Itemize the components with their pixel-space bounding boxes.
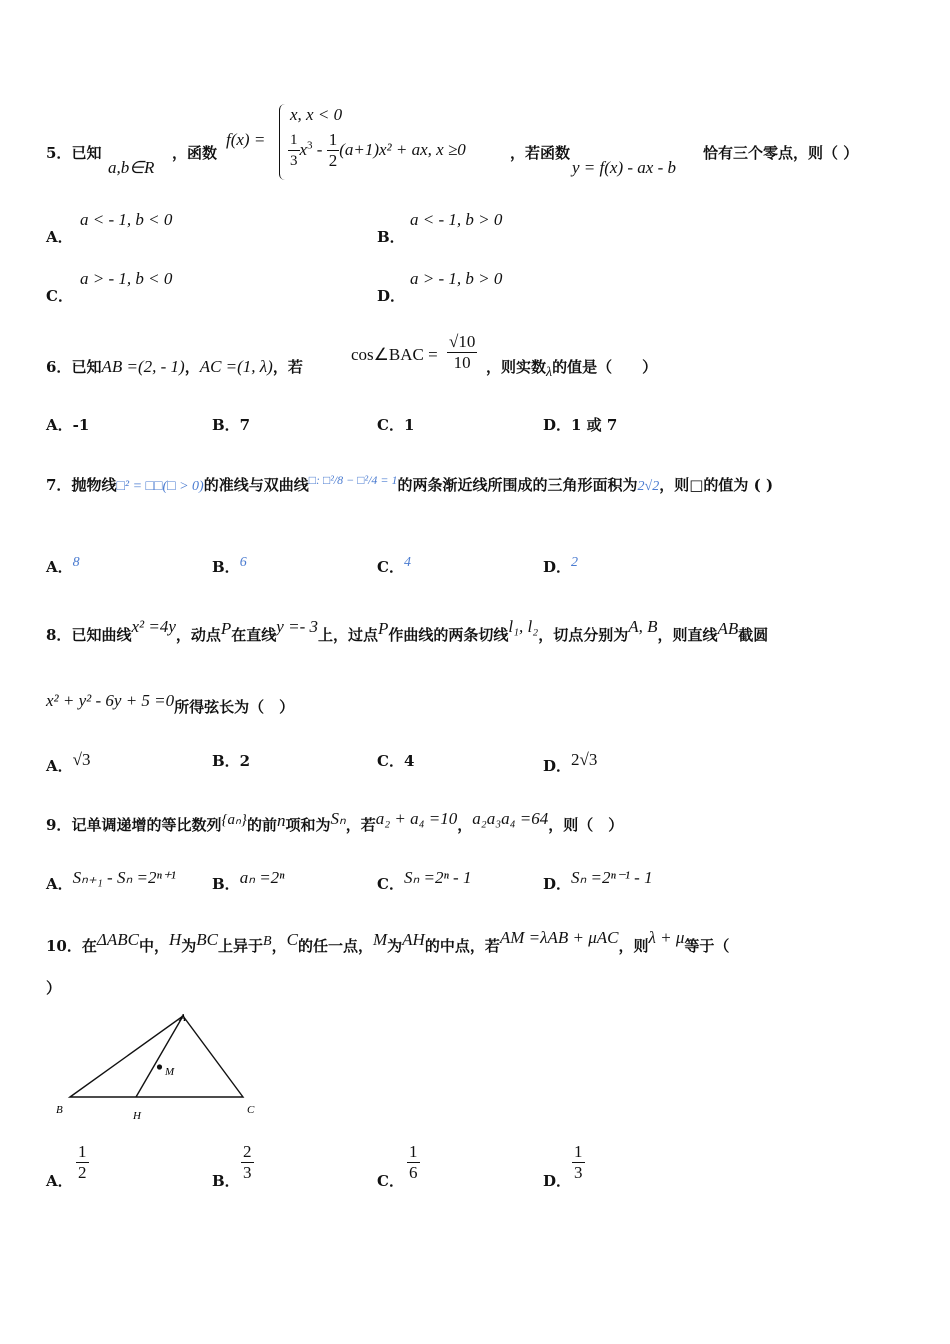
q9-option-a[interactable]: A．Sₙ₊₁ - Sₙ =2ⁿ⁺¹ (46, 868, 176, 893)
label-b: B (56, 1104, 63, 1116)
q9-option-c[interactable]: C．Sₙ =2ⁿ - 1 (377, 868, 472, 893)
label-m: M (165, 1066, 175, 1078)
q5-option-a[interactable]: A． (46, 228, 73, 246)
q10-triangle-figure (50, 1010, 270, 1128)
q6-stem: 6．已知AB =(2, - 1)，AC =(1, λ)，若 (46, 357, 303, 376)
q5-y: y = f(x) - ax - b (572, 158, 676, 177)
q5-case2: $\frac{1}{3}$ $x^3$ - $\frac{1}{2}$ (a+1)x² + ax, x ≥0 (290, 130, 466, 170)
label-a: A (179, 1012, 186, 1024)
q10-option-a-fraction: $\frac{1}{2}$ (78, 1142, 87, 1182)
q5-ab-condition: a,b∈R (108, 158, 155, 177)
q6-tail: ，则实数λ的值是（ ） (486, 358, 658, 380)
q5-text-if: ，若函数 (510, 144, 571, 162)
q8-option-d[interactable]: D．2√3 (543, 750, 598, 775)
q5-stem: 5．已知 (46, 144, 102, 162)
q7-option-d[interactable]: D．2 (543, 555, 579, 576)
q10-stem: 10．在ΔABC中，H为BC上异于B，C的任一点，M为AH的中点，若AM =λAB + μAC，则λ + μ等于（ (46, 928, 730, 955)
q5-option-c[interactable]: C． (46, 287, 73, 305)
q6-option-a[interactable]: A．-1 (46, 416, 90, 434)
q10-option-b[interactable]: B． (212, 1172, 240, 1190)
q9-stem: 9．记单调递增的等比数列{aₙ}的前n项和为Sₙ，若a₂ + a₄ =10，a₂a₃a₄ =64，则（ ） (46, 809, 624, 834)
q10-stem-close: ） (46, 979, 62, 997)
q10-option-a[interactable]: A． (46, 1172, 73, 1190)
q6-fraction: $\frac{√10}{10}$ (449, 332, 476, 372)
q8-option-c[interactable]: C．4 (377, 752, 415, 770)
q5-option-a-value: a < - 1, b < 0 (80, 210, 173, 229)
q7-option-c[interactable]: C．4 (377, 555, 411, 576)
q9-option-b[interactable]: B．aₙ =2ⁿ (212, 868, 285, 893)
q6-option-c[interactable]: C．1 (377, 416, 415, 434)
q9-option-d[interactable]: D．Sₙ =2ⁿ⁻¹ - 1 (543, 868, 653, 893)
q5-option-b[interactable]: B． (377, 228, 405, 246)
segment-ah (136, 1016, 183, 1097)
q7-option-a[interactable]: A．8 (46, 555, 80, 576)
q5-option-d[interactable]: D． (377, 287, 406, 305)
q5-option-b-value: a < - 1, b > 0 (410, 210, 503, 229)
q10-option-b-fraction: $\frac{2}{3}$ (243, 1142, 252, 1182)
q8-option-a[interactable]: A．√3 (46, 750, 91, 775)
q10-option-c-fraction: $\frac{1}{6}$ (409, 1142, 418, 1182)
q10-option-c[interactable]: C． (377, 1172, 404, 1190)
q7-option-b[interactable]: B．6 (212, 555, 247, 576)
label-h: H (133, 1110, 141, 1122)
label-c: C (247, 1104, 255, 1116)
q6-cos: cos∠BAC = (351, 345, 438, 364)
point-m (157, 1064, 162, 1069)
q6-option-d[interactable]: D．1 或 7 (543, 416, 618, 434)
q5-brace (279, 104, 286, 180)
q10-option-d[interactable]: D． (543, 1172, 572, 1190)
triangle-abc (70, 1016, 243, 1097)
q8-stem-line2: x² + y² - 6y + 5 =0所得弦长为（ ） (46, 691, 295, 716)
q10-option-d-fraction: $\frac{1}{3}$ (574, 1142, 583, 1182)
q5-option-c-value: a > - 1, b < 0 (80, 269, 173, 288)
q5-case1: x, x < 0 (290, 105, 343, 124)
q8-option-b[interactable]: B．2 (212, 752, 251, 770)
q8-stem: 8．已知曲线x² =4y，动点P在直线y =- 3上，过点P作曲线的两条切线l₁, l₂，切点分别为A, B，则直线AB截圆 (46, 617, 769, 644)
q5-option-d-value: a > - 1, b > 0 (410, 269, 503, 288)
q5-tail: 恰有三个零点，则（ ） (703, 144, 859, 162)
q6-option-b[interactable]: B．7 (212, 416, 251, 434)
q7-stem: 7．抛物线□² = □□(□ > 0)的准线与双曲线$^{□: □^2/8 - □^2/4 = 1}$的两条渐近线所围成的三角形面积为2√2，则□的值为 ( ) (46, 473, 774, 494)
q5-fx: f(x) = (226, 130, 266, 149)
q5-text-func: ，函数 (172, 144, 218, 162)
